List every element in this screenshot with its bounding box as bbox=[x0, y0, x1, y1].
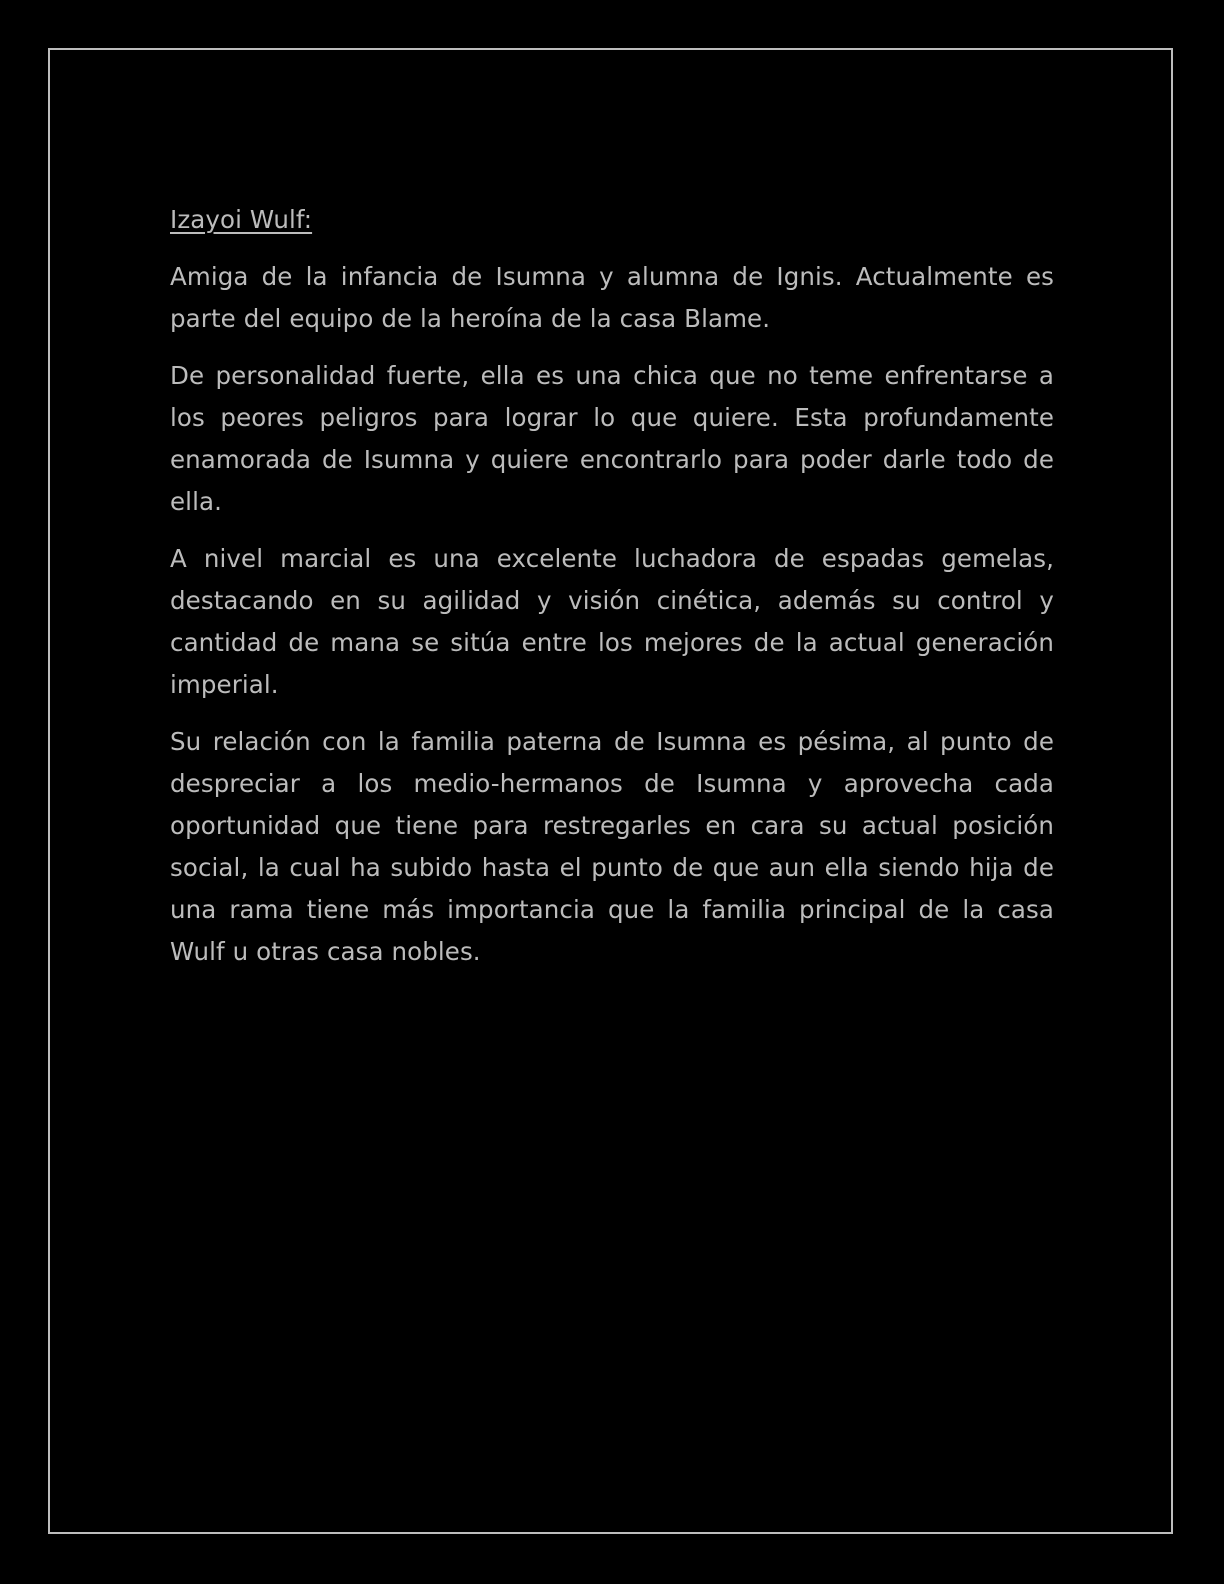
document-body bbox=[170, 199, 1054, 988]
paragraph-combat: A nivel marcial es una excelente luchadora de espadas gemelas, destacando en su agilidad y visión cinética, además su control y cantidad de mana se sitúa entre los mejores de la actual generación imperial. bbox=[170, 544, 1054, 699]
paragraph-personality: De personalidad fuerte, ella es una chica que no teme enfrentarse a los peores peligros para lograr lo que quiere. Esta profundamente enamorada de Isumna y quiere encontrarlo para poder darle todo de ella. bbox=[170, 361, 1054, 516]
paragraph-intro: Amiga de la infancia de Isumna y alumna de Ignis. Actualmente es parte del equipo de la heroína de la casa Blame. bbox=[170, 262, 1054, 333]
character-heading: Izayoi Wulf: bbox=[170, 205, 313, 234]
paragraph-family: Su relación con la familia paterna de Isumna es pésima, al punto de despreciar a los medio-hermanos de Isumna y aprovecha cada oportunidad que tiene para restregarles en cara su actual posición social, la cual ha subido hasta el punto de que aun ella siendo hija de una rama tiene más importancia que la familia principal de la casa Wulf u otras casa nobles. bbox=[170, 727, 1054, 966]
